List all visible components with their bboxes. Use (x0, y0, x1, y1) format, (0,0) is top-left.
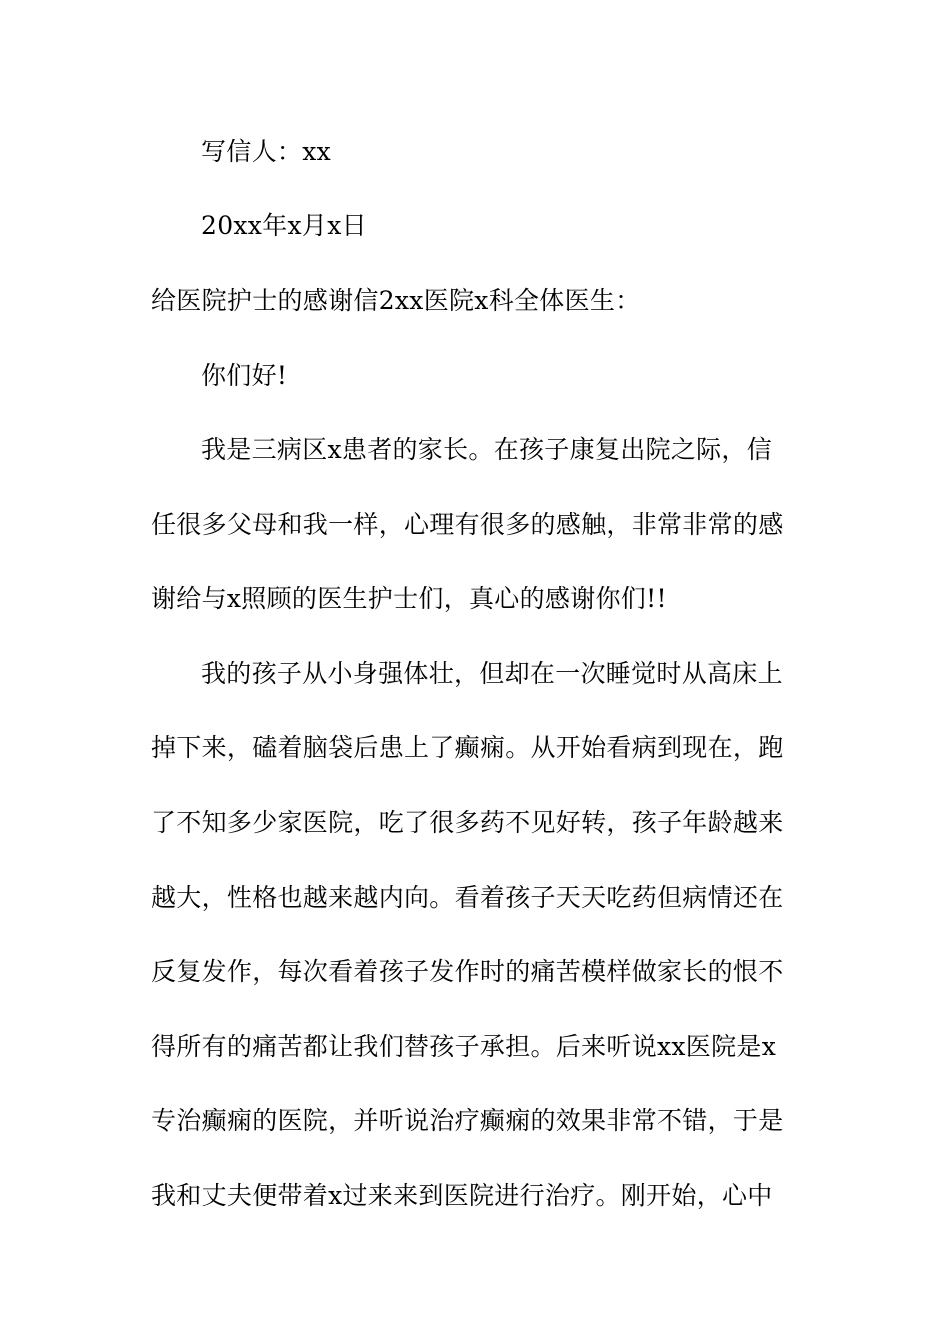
date-line: 20xx年x月x日 (201, 211, 367, 240)
paragraph-line: 专治癫痫的医院，并听说治疗癫痫的效果非常不错，于是 (151, 1106, 784, 1135)
paragraph-line: 越大，性格也越来越内向。看着孩子天天吃药但病情还在 (151, 883, 784, 912)
paragraph-line: 我的孩子从小身强体壮，但却在一次睡觉时从高床上 (201, 659, 783, 688)
paragraph-line: 我和丈夫便带着x过来来到医院进行治疗。刚开始，心中 (151, 1181, 773, 1210)
paragraph-line: 反复发作，每次看着孩子发作时的痛苦模样做家长的恨不 (151, 957, 784, 986)
paragraph-line: 掉下来，磕着脑袋后患上了癫痫。从开始看病到现在，跑 (151, 733, 784, 762)
greeting-line: 你们好! (201, 361, 288, 390)
paragraph-line: 谢给与x照顾的医生护士们，真心的感谢你们!! (151, 584, 667, 613)
paragraph-line: 任很多父母和我一样，心理有很多的感触，非常非常的感 (151, 510, 784, 539)
letter-title-line: 给医院护士的感谢信2xx医院x科全体医生： (151, 286, 641, 315)
paragraph-line: 得所有的痛苦都让我们替孩子承担。后来听说xx医院是x (151, 1032, 777, 1061)
signature-line: 写信人：xx (201, 137, 331, 166)
paragraph-line: 了不知多少家医院，吃了很多药不见好转，孩子年龄越来 (151, 808, 784, 837)
paragraph-line: 我是三病区x患者的家长。在孩子康复出院之际，信 (201, 435, 773, 464)
